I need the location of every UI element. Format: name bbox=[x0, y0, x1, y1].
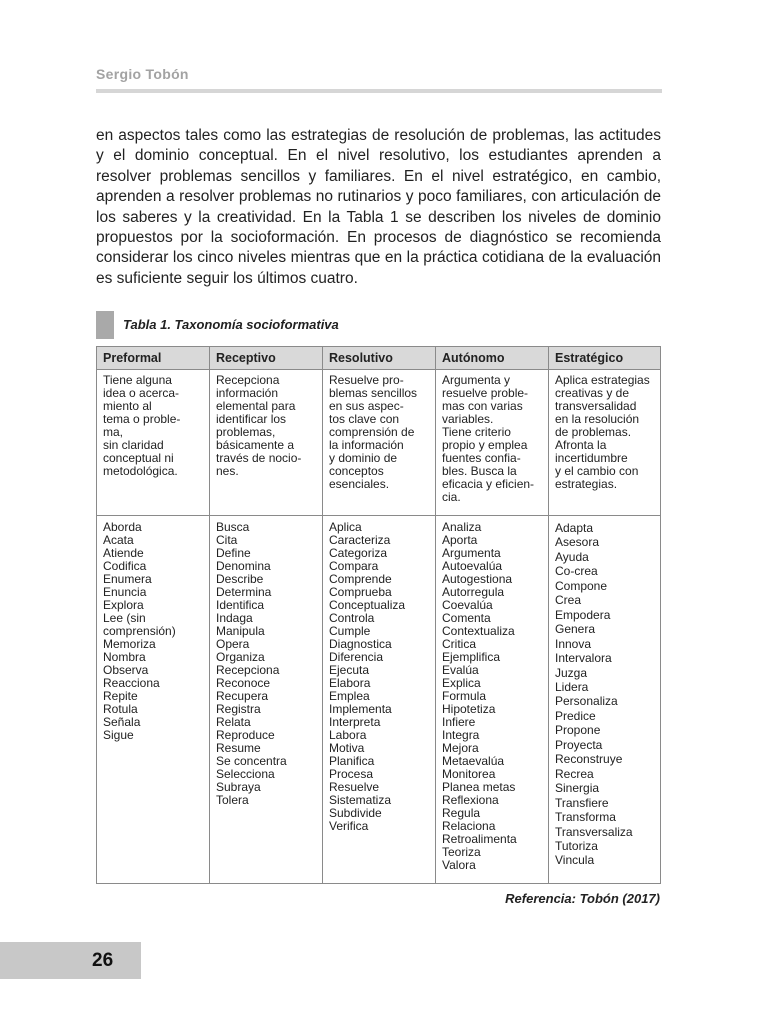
running-header-author: Sergio Tobón bbox=[96, 66, 189, 82]
verb-item: Asesora bbox=[555, 535, 600, 550]
verb-item: Compara bbox=[329, 559, 379, 573]
verb-item: Determina bbox=[216, 585, 272, 599]
verb-item: Reacciona bbox=[103, 676, 160, 690]
verb-item: Retroalimenta bbox=[442, 832, 517, 846]
verb-item: Aplica bbox=[329, 520, 362, 534]
verb-item: Transforma bbox=[555, 810, 616, 825]
verb-item: Aporta bbox=[442, 533, 478, 547]
verb-item: Ejecuta bbox=[329, 663, 370, 677]
verb-item: Codifica bbox=[103, 559, 147, 573]
verb-item: Conceptualiza bbox=[329, 598, 406, 612]
verb-item: Predice bbox=[555, 708, 596, 723]
body-paragraph: en aspectos tales como las estrategias de resolución de problemas, las actitudes y el dominio conceptual. En el nivel resolutivo, los estudiantes aprenden a resolver problemas sencillos y familiares. En el nivel estratégico, en cambio, aprenden a resolver problemas no rutinarios y poco familiares, con articulación de los saberes y la creatividad. En la Tabla 1 se describen los niveles de dominio propuestos por la socioformación. En procesos de diagnóstico se recomienda considerar los cinco niveles mientras que en la práctica cotidiana de la evaluación es suficiente seguir los últimos cuatro. bbox=[96, 127, 661, 287]
verb-item: Selecciona bbox=[216, 767, 275, 781]
verb-item: Enuncia bbox=[103, 585, 147, 599]
table-reference: Referencia: Tobón (2017) bbox=[505, 891, 660, 906]
verbs-row bbox=[97, 516, 661, 884]
verb-item: Metaevalúa bbox=[442, 754, 505, 768]
verb-item: Labora bbox=[329, 728, 367, 742]
verb-item: Sigue bbox=[103, 728, 134, 742]
verb-item: Evalúa bbox=[442, 663, 479, 677]
header-resolutivo: Resolutivo bbox=[323, 347, 436, 370]
verb-item: Nombra bbox=[103, 650, 146, 664]
verb-item: Autorregula bbox=[442, 585, 505, 599]
verb-item: Propone bbox=[555, 723, 601, 738]
verb-item: Reconoce bbox=[216, 676, 271, 690]
verb-item: Coevalúa bbox=[442, 598, 493, 612]
caption-marker bbox=[96, 311, 114, 339]
verb-item: Reflexiona bbox=[442, 793, 499, 807]
verb-item: Adapta bbox=[555, 521, 594, 535]
verb-item: Define bbox=[216, 546, 251, 560]
verb-item: Cita bbox=[216, 533, 238, 547]
verb-item: Elabora bbox=[329, 676, 371, 690]
verb-item: Reconstruye bbox=[555, 752, 623, 767]
description-preformal: Tiene alguna idea o acerca- miento al tema o proble- ma, sin claridad conceptual ni metodológica. bbox=[97, 370, 210, 516]
verb-item: Relata bbox=[216, 715, 251, 729]
header-autonomo: Autónomo bbox=[436, 347, 549, 370]
verb-item: Monitorea bbox=[442, 767, 496, 781]
verbs-preformal bbox=[97, 516, 210, 884]
verb-item: Hipotetiza bbox=[442, 702, 496, 716]
verb-item: Indaga bbox=[216, 611, 253, 625]
verb-item: Señala bbox=[103, 715, 141, 729]
verb-item: Regula bbox=[442, 806, 481, 820]
verb-item: Ayuda bbox=[555, 549, 589, 564]
verb-item: Manipula bbox=[216, 624, 265, 638]
verb-item: Comprueba bbox=[329, 585, 392, 599]
verb-item: Acata bbox=[103, 533, 134, 547]
verb-item: Personaliza bbox=[555, 694, 618, 709]
verb-item: Relaciona bbox=[442, 819, 496, 833]
verb-item: Proyecta bbox=[555, 737, 603, 752]
description-autonomo: Argumenta y resuelve proble- mas con varias variables. Tiene criterio propio y emplea fuentes confia- bles. Busca la eficacia y eficien- cia. bbox=[436, 370, 549, 516]
verbs-autonomo bbox=[436, 516, 549, 884]
verb-item: Tolera bbox=[216, 793, 249, 807]
description-estrategico: Aplica estrategias creativas y de transversalidad en la resolución de problemas. Afronta la incertidumbre y el cambio con estrategias. bbox=[549, 370, 661, 516]
taxonomy-table bbox=[96, 346, 661, 884]
verb-item: Aborda bbox=[103, 520, 142, 534]
verb-item: Denomina bbox=[216, 559, 271, 573]
verb-item: Sinergia bbox=[555, 781, 600, 796]
verb-item: Identifica bbox=[216, 598, 265, 612]
verb-item: Recrea bbox=[555, 766, 594, 781]
page-number: 26 bbox=[92, 950, 114, 971]
verb-item: Motiva bbox=[329, 741, 365, 755]
verb-item: Planea metas bbox=[442, 780, 516, 794]
verbs-receptivo bbox=[210, 516, 323, 884]
verb-item: Genera bbox=[555, 622, 596, 637]
verb-item: Emplea bbox=[329, 689, 370, 703]
verb-item: Comprende bbox=[329, 572, 392, 586]
table-caption: Tabla 1. Taxonomía socioformativa bbox=[123, 317, 339, 332]
verb-item: Registra bbox=[216, 702, 261, 716]
verb-item: Intervalora bbox=[555, 651, 612, 666]
verb-item: Juzga bbox=[555, 665, 588, 680]
verb-item: Memoriza bbox=[103, 637, 156, 651]
verb-item: Valora bbox=[442, 858, 476, 872]
verb-item: Empodera bbox=[555, 607, 611, 622]
verb-item: Explica bbox=[442, 676, 481, 690]
verb-item: Rotula bbox=[103, 702, 138, 716]
verb-item: Recupera bbox=[216, 689, 269, 703]
verb-item: Observa bbox=[103, 663, 149, 677]
verb-item: Formula bbox=[442, 689, 487, 703]
verb-item: Caracteriza bbox=[329, 533, 391, 547]
verb-item: Infiere bbox=[442, 715, 476, 729]
description-row bbox=[97, 370, 661, 516]
verb-item: Categoriza bbox=[329, 546, 388, 560]
verb-item: Resume bbox=[216, 741, 261, 755]
header-receptivo: Receptivo bbox=[210, 347, 323, 370]
verb-item: Recepciona bbox=[216, 663, 280, 677]
verb-item: Busca bbox=[216, 520, 250, 534]
verb-item: Subdivide bbox=[329, 806, 382, 820]
verb-item: Reproduce bbox=[216, 728, 275, 742]
verb-item: Transfiere bbox=[555, 795, 609, 810]
table-header-row bbox=[97, 347, 661, 370]
verb-item: Lee (sin comprensión) bbox=[103, 611, 176, 638]
header-rule bbox=[96, 89, 662, 93]
header-preformal: Preformal bbox=[97, 347, 210, 370]
verb-item: Cumple bbox=[329, 624, 371, 638]
verb-item: Repite bbox=[103, 689, 138, 703]
verb-item: Diferencia bbox=[329, 650, 384, 664]
verb-item: Interpreta bbox=[329, 715, 381, 729]
verb-item: Contextualiza bbox=[442, 624, 515, 638]
verb-item: Autoevalúa bbox=[442, 559, 503, 573]
verb-item: Resuelve bbox=[329, 780, 380, 794]
verb-item: Explora bbox=[103, 598, 144, 612]
verb-item: Controla bbox=[329, 611, 375, 625]
verb-item: Tutoriza bbox=[555, 838, 598, 853]
verb-item: Implementa bbox=[329, 702, 392, 716]
verb-item: Crea bbox=[555, 593, 582, 608]
verb-item: Sistematiza bbox=[329, 793, 392, 807]
verb-item: Organiza bbox=[216, 650, 265, 664]
header-estrategico: Estratégico bbox=[549, 347, 661, 370]
verb-item: Comenta bbox=[442, 611, 491, 625]
verb-item: Procesa bbox=[329, 767, 374, 781]
verbs-estrategico bbox=[549, 516, 661, 884]
verb-item: Critica bbox=[442, 637, 477, 651]
verb-item: Compone bbox=[555, 578, 608, 593]
verb-item: Se concentra bbox=[216, 754, 287, 768]
verb-item: Integra bbox=[442, 728, 480, 742]
verbs-resolutivo bbox=[323, 516, 436, 884]
verb-item: Transversaliza bbox=[555, 824, 633, 839]
verb-item: Enumera bbox=[103, 572, 152, 586]
verb-item: Opera bbox=[216, 637, 250, 651]
verb-item: Planifica bbox=[329, 754, 375, 768]
verb-item: Analiza bbox=[442, 520, 482, 534]
verb-item: Co-crea bbox=[555, 564, 598, 579]
verb-item: Lidera bbox=[555, 679, 589, 694]
verb-item: Argumenta bbox=[442, 546, 501, 560]
verb-item: Subraya bbox=[216, 780, 261, 794]
verb-item: Ejemplifica bbox=[442, 650, 501, 664]
description-receptivo: Recepciona información elemental para identificar los problemas, básicamente a través de nocio- nes. bbox=[210, 370, 323, 516]
verb-item: Vincula bbox=[555, 853, 595, 868]
verb-item: Atiende bbox=[103, 546, 144, 560]
verb-item: Teoriza bbox=[442, 845, 481, 859]
description-resolutivo: Resuelve pro- blemas sencillos en sus aspec- tos clave con comprensión de la información y dominio de conceptos esenciales. bbox=[323, 370, 436, 516]
page-number-box bbox=[0, 942, 141, 979]
verb-item: Mejora bbox=[442, 741, 479, 755]
verb-item: Innova bbox=[555, 636, 592, 651]
verb-item: Autogestiona bbox=[442, 572, 513, 586]
verb-item: Verifica bbox=[329, 819, 369, 833]
verb-item: Diagnostica bbox=[329, 637, 392, 651]
verb-item: Describe bbox=[216, 572, 264, 586]
